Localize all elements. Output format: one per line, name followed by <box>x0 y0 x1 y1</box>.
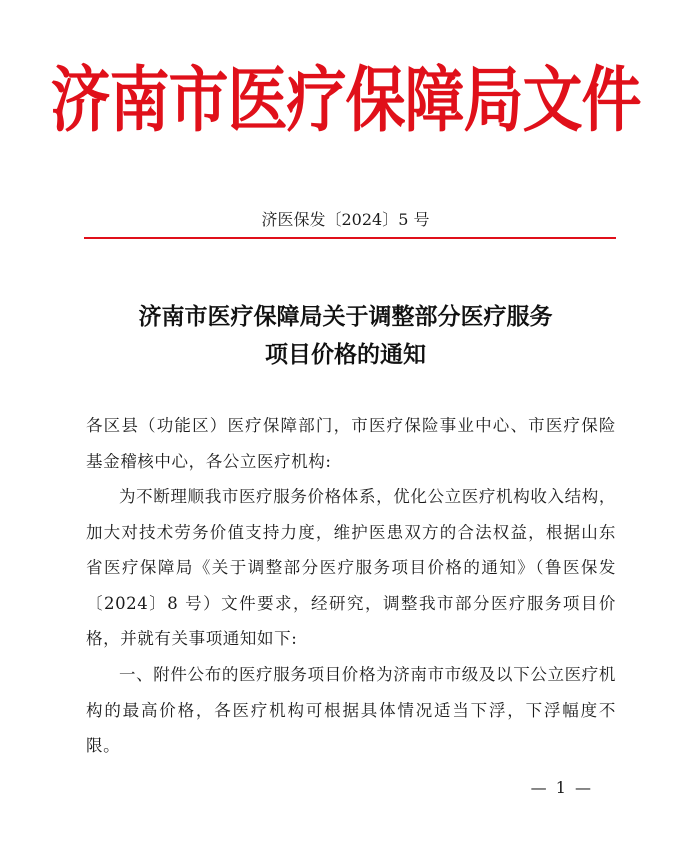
document-masthead: 济南市医疗保障局文件 <box>50 59 641 143</box>
title-line-2: 项目价格的通知 <box>265 342 426 368</box>
title-line-1: 济南市医疗保障局关于调整部分医疗服务 <box>138 304 553 330</box>
paragraph-1: 为不断理顺我市医疗服务价格体系，优化公立医疗机构收入结构，加大对技术劳务价值支持力度，维护医患双方的合法权益，根据山东省医疗保障局《关于调整部分医疗服务项目价格的通知》（鲁医保发〔2024〕8 号）文件要求，经研究，调整我市部分医疗服务项目价格，并就有关事项通知如下: <box>86 487 616 648</box>
page-number: — 1 — <box>530 778 593 797</box>
salutation: 各区县（功能区）医疗保障部门，市医疗保险事业中心、市医疗保险基金稽核中心，各公立医疗机构: <box>86 416 616 471</box>
paragraph-2: 一、附件公布的医疗服务项目价格为济南市市级及以下公立医疗机构的最高价格，各医疗机构可根据具体情况适当下浮，下浮幅度不限。 <box>86 665 616 755</box>
document-number: 济医保发〔2024〕5 号 <box>261 210 430 229</box>
red-divider <box>84 237 616 239</box>
